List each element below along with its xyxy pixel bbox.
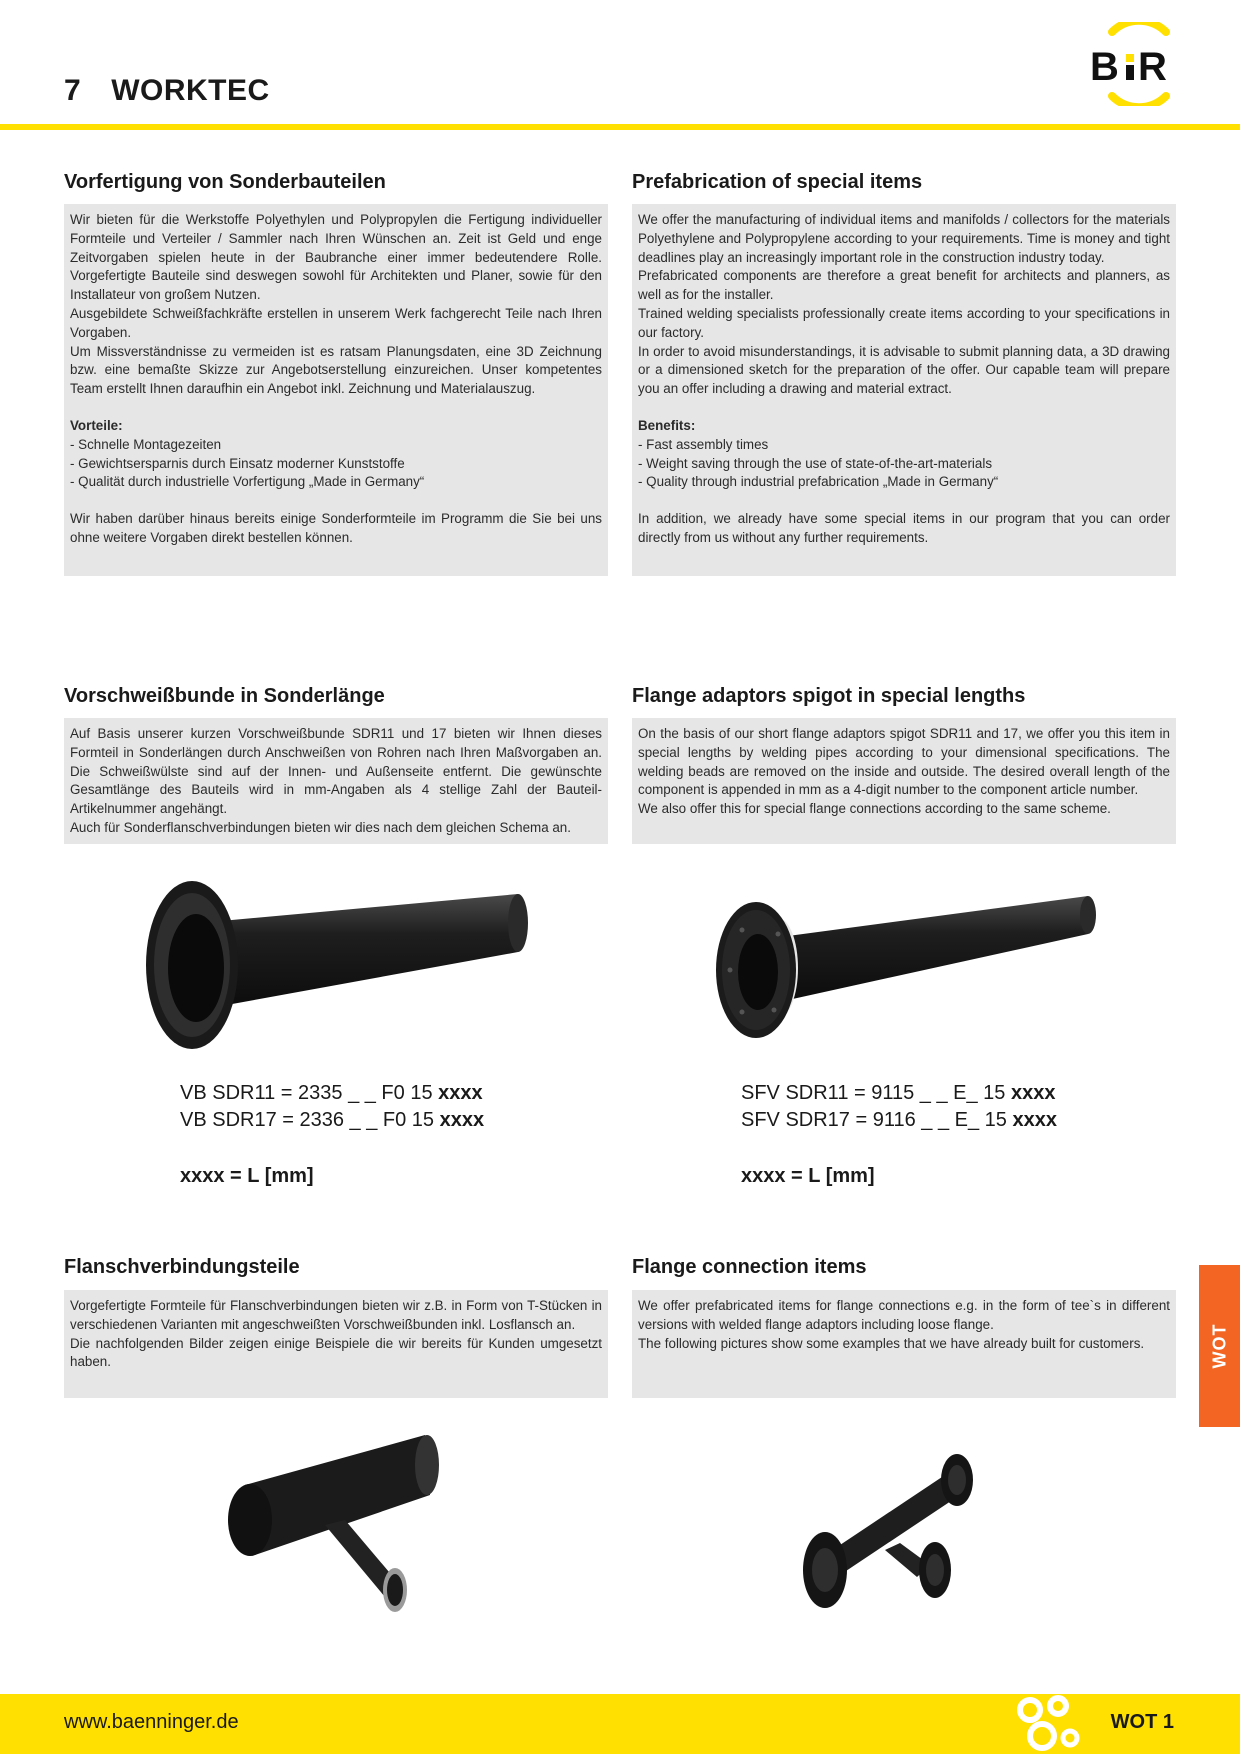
paragraph: Um Missverständnisse zu vermeiden ist es ratsam Planungsdaten, eine 3D Zeichnung bzw. eine bemaßte Skizze zur Angebotserstellung einzureichen. Unser kompetentes Team erstellt Ihnen daraufhin ein Angebot inkl. Zeichnung und Materialauszug.	[70, 343, 602, 397]
paragraph: In order to avoid misunderstandings, it is advisable to submit planning data, a 3D drawing or a dimensioned sketch for the preparation of the offer. Our capable team will prepare you an offer including a drawing and material extract.	[638, 343, 1170, 397]
paragraph: We offer the manufacturing of individual items and manifolds / collectors for the materials Polyethylene and Polypropylene according to your requirements. Time is money and tight deadlines play an increasingly important role in the construction industry today.	[638, 212, 1170, 265]
article-code: SFV SDR17 = 9116 _ _ E_ 15 xxxx	[741, 1109, 1057, 1131]
article-code: VB SDR11 = 2335 _ _ F0 15 xxxx	[180, 1082, 483, 1104]
text-box-stub-de	[64, 718, 608, 844]
paragraph: We offer prefabricated items for flange connections e.g. in the form of tee`s in different versions with welded flange adaptors including loose flange.	[638, 1298, 1170, 1332]
stub-flange-image	[140, 880, 540, 1055]
paragraph: Die nachfolgenden Bilder zeigen einige Beispiele die wir bereits für Kunden umgesetzt haben.	[70, 1335, 602, 1370]
website-link[interactable]: www.baenninger.de	[64, 1711, 239, 1733]
benefits-list	[70, 436, 602, 492]
paragraph: The following pictures show some examples that we have already built for customers.	[638, 1335, 1145, 1351]
section-title-prefab-de: Vorfertigung von Sonderbauteilen	[64, 171, 386, 193]
benefit-item: - Schnelle Montagezeiten	[70, 436, 222, 452]
paragraph: Auch für Sonderflanschverbindungen bieten wir dies nach dem gleichen Schema an.	[70, 819, 571, 835]
length-formula-sfv: xxxx = L [mm]	[741, 1165, 875, 1187]
tee-fitting-image-1	[225, 1425, 465, 1615]
paragraph: Wir haben darüber hinaus bereits einige Sonderformteile im Programm die Sie bei uns ohne weitere Vorgaben direkt bestellen können.	[70, 511, 602, 545]
footer-ornament-icon	[1012, 1694, 1084, 1754]
length-formula-vb: xxxx = L [mm]	[180, 1165, 314, 1187]
svg-text:R: R	[1138, 45, 1167, 89]
article-codes-vb	[180, 1080, 484, 1134]
article-codes-sfv	[741, 1080, 1057, 1134]
benefit-item: - Quality through industrial prefabrication „Made in Germany“	[638, 474, 999, 490]
paragraph: In addition, we already have some special items in our program that you can order directly from us without any further requirements.	[638, 511, 1170, 545]
flange-adaptor-image	[708, 890, 1098, 1040]
benefit-item: - Fast assembly times	[638, 436, 769, 452]
benefits-title: Vorteile:	[70, 417, 123, 433]
header-rule	[0, 124, 1240, 130]
section-title-flange-en: Flange connection items	[632, 1256, 867, 1278]
section-title-stub-de: Vorschweißbunde in Sonderlänge	[64, 685, 385, 707]
article-code: VB SDR17 = 2336 _ _ F0 15 xxxx	[180, 1109, 485, 1131]
benefit-item: - Qualität durch industrielle Vorfertigung „Made in Germany“	[70, 474, 425, 490]
chapter-heading	[64, 74, 270, 108]
text-box-flange-de	[64, 1290, 608, 1398]
paragraph: We also offer this for special flange connections according to the same scheme.	[638, 801, 1111, 817]
footer-bar	[0, 1694, 1240, 1754]
chapter-number: 7	[64, 74, 82, 107]
paragraph: Vorgefertigte Formteile für Flanschverbindungen bieten wir z.B. in Form von T-Stücken in verschiedenen Varianten mit angeschweißten Vorschweißbunden inkl. Losflansch an.	[70, 1298, 602, 1332]
brand-logo	[1082, 22, 1182, 106]
page-number: WOT 1	[1110, 1711, 1174, 1733]
side-tab-label: WOT	[1209, 1323, 1229, 1369]
paragraph: Trained welding specialists professionally create items according to your specifications in our factory.	[638, 305, 1170, 340]
paragraph: Wir bieten für die Werkstoffe Polyethylen und Polypropylen die Fertigung individueller Formteile und Verteiler / Sammler nach Ihren Wünschen an. Zeit ist Geld und enge Zeitvorgaben spielen heute in der Baubranche einer immer bedeutendere Rolle. Vorgefertigte Bauteile sind deswegen sowohl für Architekten und Planer, sowie für den Installateur von großem Nutzen.	[70, 212, 602, 303]
text-box-flange-en	[632, 1290, 1176, 1398]
section-title-flange-de: Flanschverbindungsteile	[64, 1256, 300, 1278]
section-side-tab	[1199, 1265, 1240, 1427]
svg-text:B: B	[1090, 45, 1119, 89]
benefits-list	[638, 436, 1170, 492]
benefits-title: Benefits:	[638, 417, 696, 433]
benefit-item: - Gewichtsersparnis durch Einsatz moderner Kunststoffe	[70, 455, 405, 471]
paragraph: On the basis of our short flange adaptors spigot SDR11 and 17, we offer you this item in special lengths by welding pipes according to your dimensional specifications. The welding beads are removed on the inside and outside. The desired overall length of the component is appended in mm as a 4-digit number to the component article number.	[638, 726, 1170, 798]
section-title-prefab-en: Prefabrication of special items	[632, 171, 923, 193]
paragraph: Ausgebildete Schweißfachkräfte erstellen in unserem Werk fachgerecht Teile nach Ihren Vorgaben.	[70, 305, 602, 340]
section-title-stub-en: Flange adaptors spigot in special lengths	[632, 685, 1026, 707]
benefit-item: - Weight saving through the use of state-of-the-art-materials	[638, 455, 993, 471]
text-box-stub-en	[632, 718, 1176, 844]
chapter-title: WORKTEC	[111, 74, 270, 107]
text-box-prefab-en	[632, 204, 1176, 576]
paragraph: Prefabricated components are therefore a great benefit for architects and planners, as well as for the installer.	[638, 268, 1170, 303]
paragraph: Auf Basis unserer kurzen Vorschweißbunde SDR11 und 17 bieten wir Ihnen dieses Formteil in Sonderlängen durch Anschweißen von Rohren nach Ihren Maßvorgaben an. Die Schweißwülste sind auf der Innen- und Außenseite entfernt. Die gewünschte Gesamtlänge des Bauteils wird in mm-Angaben als 4 stellige Zahl der Bauteil-Artikelnummer angehängt.	[70, 726, 602, 817]
article-code: SFV SDR11 = 9115 _ _ E_ 15 xxxx	[741, 1082, 1056, 1104]
tee-fitting-image-2	[795, 1445, 995, 1615]
text-box-prefab-de	[64, 204, 608, 576]
